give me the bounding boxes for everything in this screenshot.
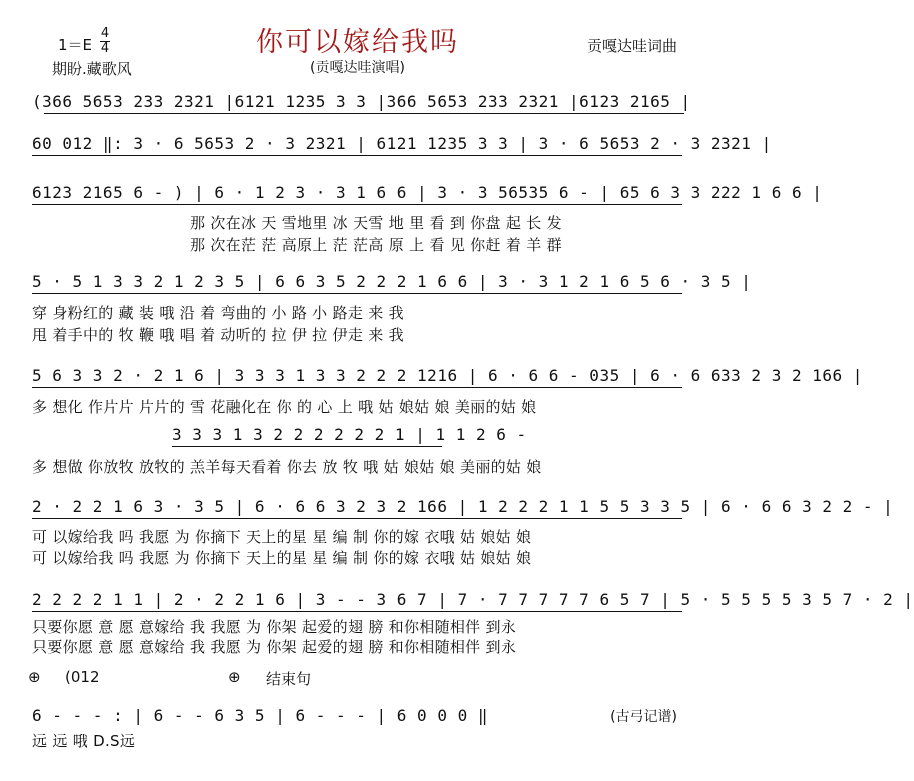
lyric-line-3a: 那 次在冰 天 雪地里 冰 天雪 地 里 看 到 你盘 起 长 发 <box>190 214 562 232</box>
lyric-line-8a: 只要你愿 意 愿 意嫁给 我 我愿 为 你架 起爱的翅 膀 和你相随相伴 到永 <box>32 618 517 636</box>
lyric-line-3b: 那 次在茫 茫 高原上 茫 茫高 原 上 看 见 你赶 着 羊 群 <box>190 236 562 254</box>
repeat-label: (012 <box>65 668 100 686</box>
notation-line-3: 6123 2165 6 - ) | 6 · 1 2 3 · 3 1 6 6 | 3 · 3 56535 6 - | 65 6 3 3 222 1 6 6 | <box>32 183 823 202</box>
lyric-line-6: 多 想做 你放牧 放牧的 羔羊每天看着 你去 放 牧 哦 姑 娘姑 娘 美丽的姑 娘 <box>32 458 542 476</box>
composer: 贡嘎达哇词曲 <box>587 37 678 55</box>
notation-line-5: 5 6 3 3 2 · 2 1 6 | 3 3 3 1 3 3 2 2 2 1216 | 6 · 6 6 - 035 | 6 · 6 633 2 3 2 166 | <box>32 366 863 385</box>
lyric-line-4a: 穿 身粉红的 藏 装 哦 沿 着 弯曲的 小 路 小 路走 来 我 <box>32 304 404 322</box>
underline <box>32 518 682 519</box>
lyric-line-8b: 只要你愿 意 愿 意嫁给 我 我愿 为 你架 起爱的翅 膀 和你相随相伴 到永 <box>32 638 517 656</box>
coda-sign-2: ⊕ <box>228 668 241 686</box>
ending-label: 结束句 <box>266 670 312 688</box>
lyric-line-9: 远 远 哦 D.S远 <box>32 732 136 750</box>
singer: (贡嘎达哇演唱) <box>310 60 405 76</box>
underline <box>32 611 682 612</box>
underline <box>32 155 682 156</box>
lyric-line-5: 多 想化 作片片 片片的 雪 花融化在 你 的 心 上 哦 姑 娘姑 娘 美丽的姑 娘 <box>32 398 537 416</box>
transcriber-credit: (古弓记谱) <box>610 709 677 725</box>
lyric-line-4b: 甩 着手中的 牧 鞭 哦 唱 着 动听的 拉 伊 拉 伊走 来 我 <box>32 326 404 344</box>
lyric-line-7b: 可 以嫁给我 吗 我愿 为 你摘下 天上的星 星 编 制 你的嫁 衣哦 姑 娘姑 娘 <box>32 549 532 567</box>
coda-sign-1: ⊕ <box>28 668 41 686</box>
time-signature <box>100 28 110 55</box>
time-signature-top: 4 <box>100 26 110 41</box>
underline <box>172 446 442 447</box>
notation-line-6: 3 3 3 1 3 2 2 2 2 2 2 1 | 1 1 2 6 - <box>172 425 527 444</box>
notation-line-1: (366 5653 233 2321 |6121 1235 3 3 |366 5653 233 2321 |6123 2165 | <box>32 92 691 111</box>
request-info: 期盼.藏歌风 <box>52 60 132 78</box>
song-title: 你可以嫁给我吗 <box>256 27 459 58</box>
notation-line-2: 60 012 ‖: 3 · 6 5653 2 · 3 2321 | 6121 1235 3 3 | 3 · 6 5653 2 · 3 2321 | <box>32 134 772 153</box>
notation-line-7: 2 · 2 2 1 6 3 · 3 5 | 6 · 6 6 3 2 3 2 166 | 1 2 2 2 1 1 5 5 3 3 5 | 6 · 6 6 3 2 2 - | <box>32 497 894 516</box>
notation-line-8: 2 2 2 2 1 1 | 2 · 2 2 1 6 | 3 - - 3 6 7 | 7 · 7 7 7 7 7 6 5 7 | 5 · 5 5 5 5 3 5 7 · 2 | <box>32 590 914 609</box>
lyric-line-7a: 可 以嫁给我 吗 我愿 为 你摘下 天上的星 星 编 制 你的嫁 衣哦 姑 娘姑 娘 <box>32 528 532 546</box>
notation-line-9: 6 - - - : | 6 - - 6 3 5 | 6 - - - | 6 0 0 0 ‖ <box>32 706 488 725</box>
underline <box>44 113 684 114</box>
notation-line-4: 5 · 5 1 3 3 2 1 2 3 5 | 6 6 3 5 2 2 2 1 6 6 | 3 · 3 1 2 1 6 5 6 · 3 5 | <box>32 272 752 291</box>
underline <box>32 293 682 294</box>
time-signature-bottom: 4 <box>100 41 110 56</box>
key-signature: 1＝E <box>58 36 93 54</box>
underline <box>32 387 682 388</box>
underline <box>32 204 682 205</box>
